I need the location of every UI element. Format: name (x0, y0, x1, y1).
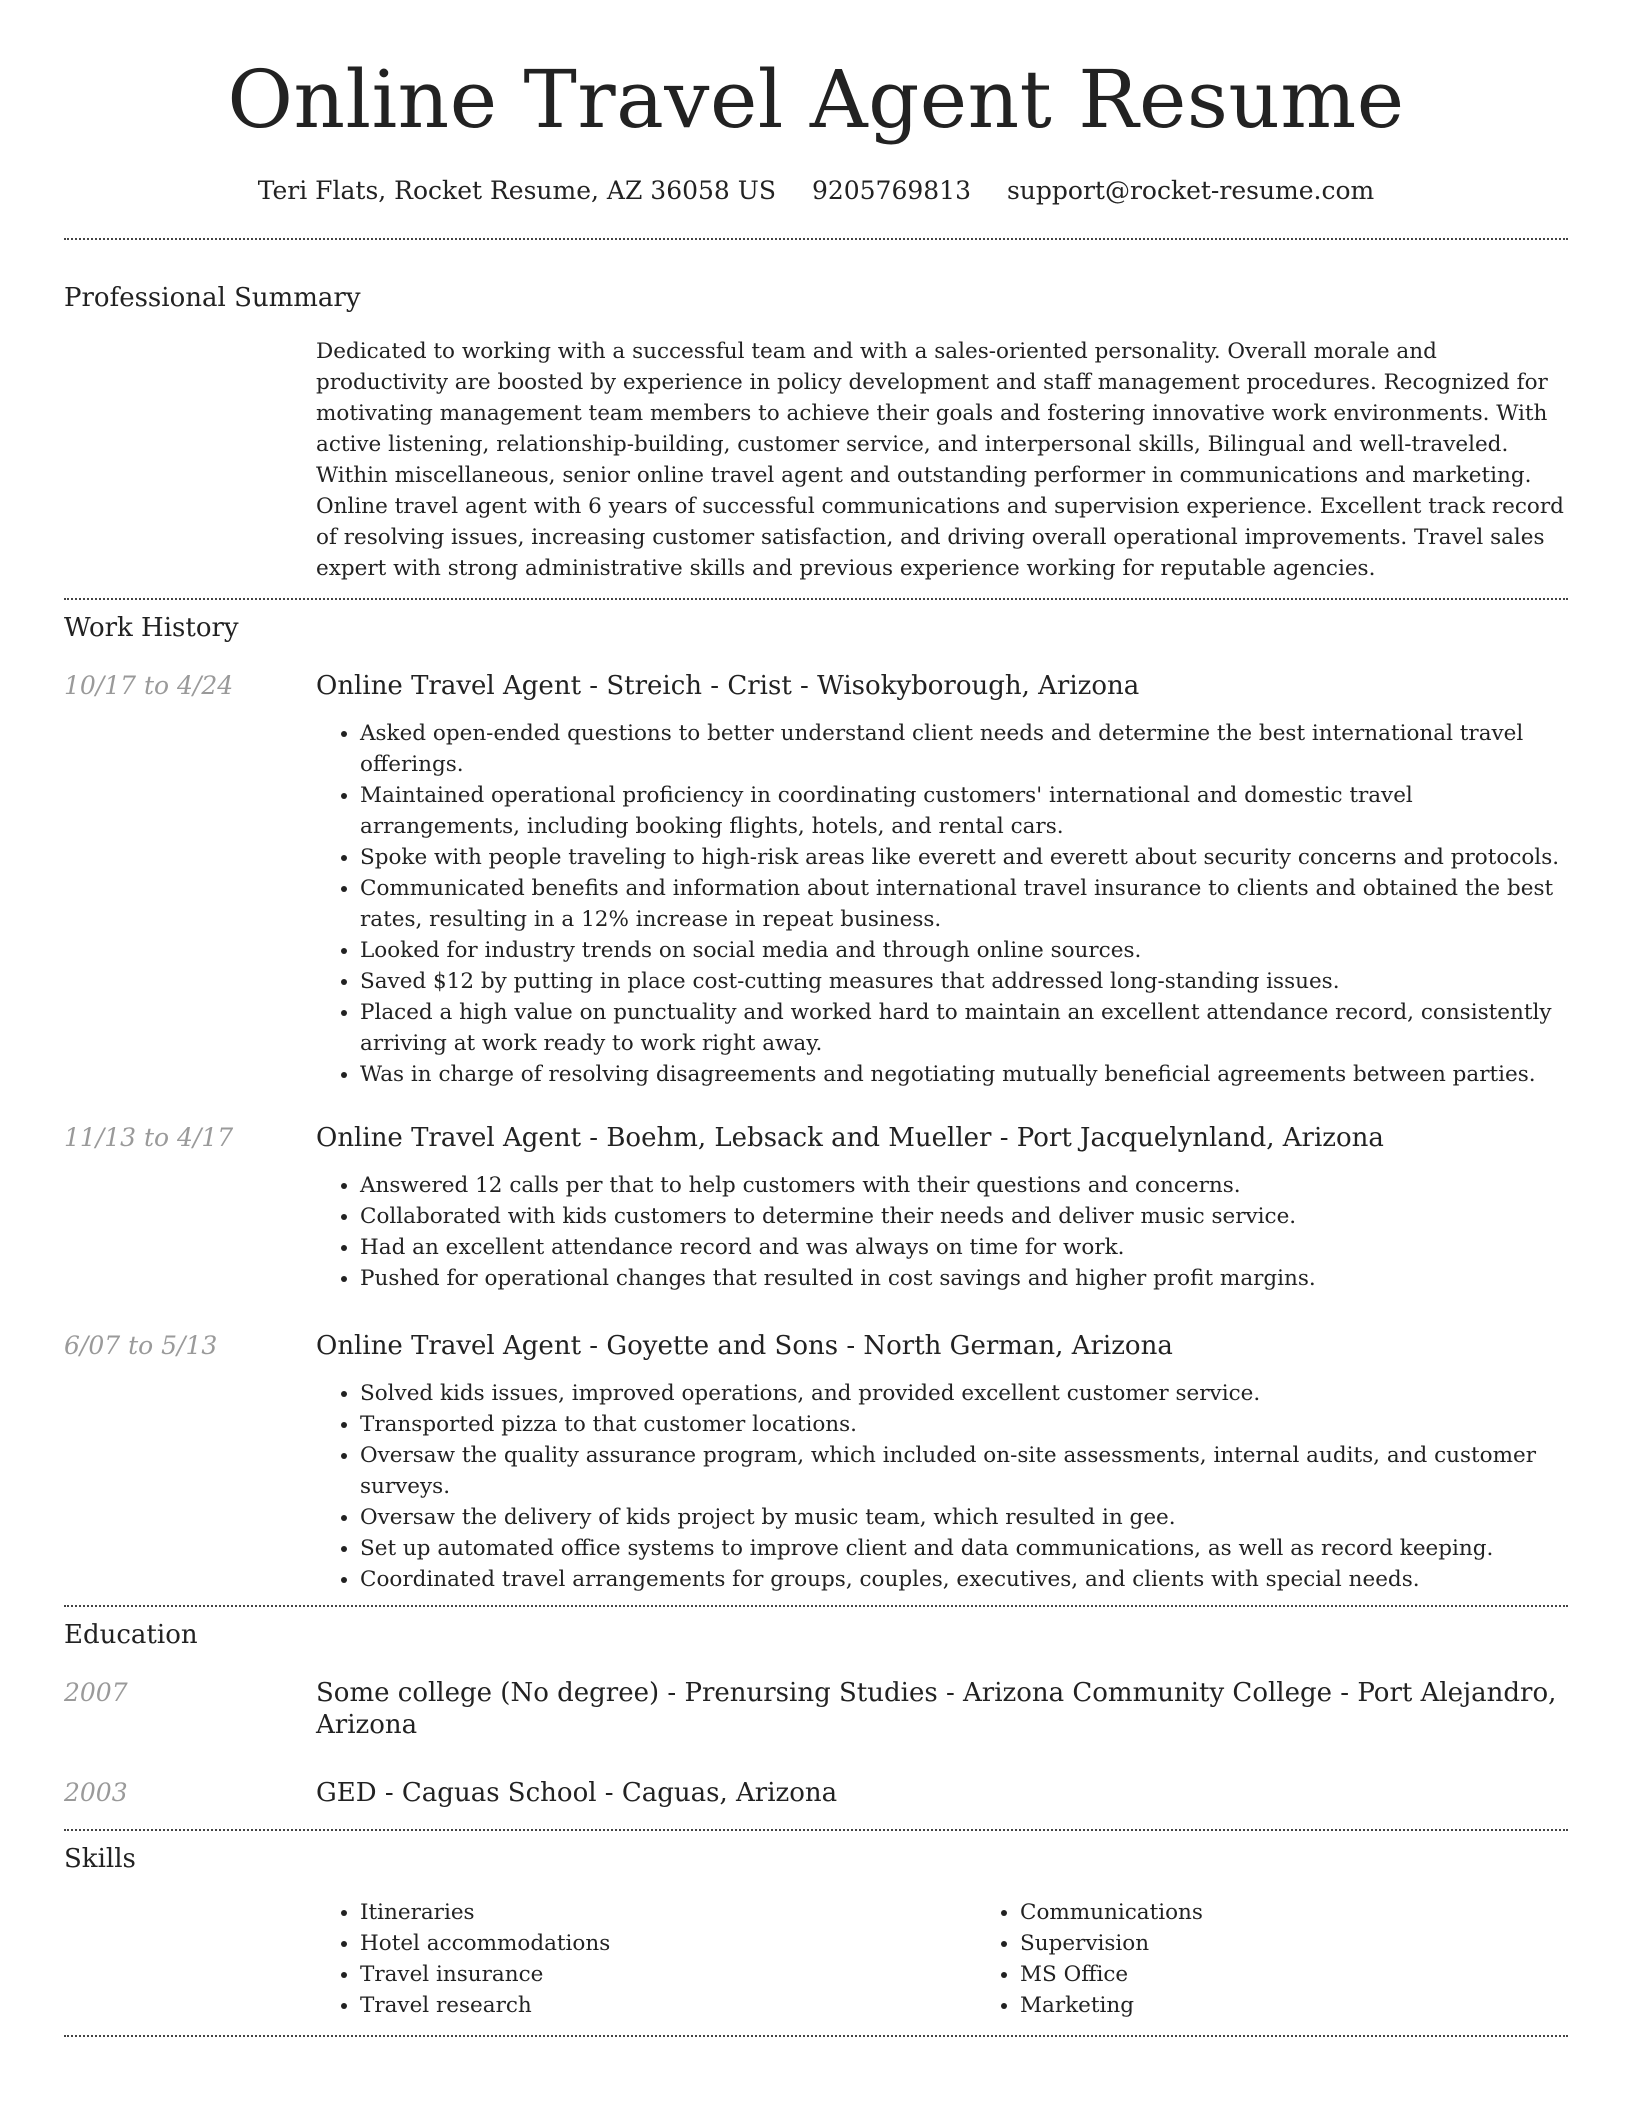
skill-item: • Travel insurance (360, 1959, 976, 1990)
education-entry (64, 1777, 1568, 1809)
list-item: • Transported pizza to that customer locations. (360, 1409, 1568, 1440)
skills-list-right (976, 1897, 1632, 2021)
list-item: • Coordinated travel arrangements for groups, couples, executives, and clients with special needs. (360, 1564, 1568, 1595)
job-entry (64, 1122, 1568, 1294)
skill-item: • Hotel accommodations (360, 1928, 976, 1959)
skills-list-left (316, 1897, 976, 2021)
education-title: Some college (No degree) - Prenursing Studies - Arizona Community College - Port Alejandro, Arizona (316, 1678, 1557, 1740)
list-item: • Communicated benefits and information about international travel insurance to clients and obtained the best rates, resulting in a 12% increase in repeat business. (360, 873, 1568, 935)
list-item: • Spoke with people traveling to high-risk areas like everett and everett about security concerns and protocols. (360, 842, 1568, 873)
list-item: • Saved $12 by putting in place cost-cutting measures that addressed long-standing issues. (360, 966, 1568, 997)
list-item: • Set up automated office systems to improve client and data communications, as well as record keeping. (360, 1533, 1568, 1564)
education-title: GED - Caguas School - Caguas, Arizona (316, 1778, 838, 1808)
education-entry (64, 1677, 1568, 1741)
job-entry (64, 1330, 1568, 1595)
list-item: • Solved kids issues, improved operations, and provided excellent customer service. (360, 1378, 1568, 1409)
list-item: • Collaborated with kids customers to determine their needs and deliver music service. (360, 1201, 1568, 1232)
summary-row (64, 336, 1568, 584)
education-date: 2007 (64, 1678, 128, 1707)
list-item: • Pushed for operational changes that resulted in cost savings and higher profit margins. (360, 1263, 1568, 1294)
resume-title: Online Travel Agent Resume (227, 53, 1405, 146)
job-bullets (316, 1170, 1568, 1294)
job-entry (64, 670, 1568, 1090)
divider (64, 2035, 1568, 2037)
section-heading-education: Education (64, 1620, 198, 1650)
job-title: Online Travel Agent - Goyette and Sons - North German, Arizona (316, 1331, 1173, 1361)
contact-address: Teri Flats, Rocket Resume, AZ 36058 US (257, 176, 776, 205)
list-item: • Answered 12 calls per that to help customers with their questions and concerns. (360, 1170, 1568, 1201)
contact-line (64, 176, 1568, 206)
list-item: • Maintained operational proficiency in coordinating customers' international and domestic travel arrangements, including booking flights, hotels, and rental cars. (360, 780, 1568, 842)
skill-item: • MS Office (1020, 1959, 1632, 1990)
summary-text: Dedicated to working with a successful team and with a sales-oriented personality. Overall morale and productivity are boosted by experience in policy development and staff management procedures. Recognized for motivating management team members to achieve their goals and fostering innovative work environments. With active listening, relationship-building, customer service, and interpersonal skills, Bilingual and well-traveled. Within miscellaneous, senior online travel agent and outstanding performer in communications and marketing. Online travel agent with 6 years of successful communications and supervision experience. Excellent track record of resolving issues, increasing customer satisfaction, and driving overall operational improvements. Travel sales expert with strong administrative skills and previous experience working for reputable agencies. (316, 339, 1564, 581)
list-item: • Had an excellent attendance record and was always on time for work. (360, 1232, 1568, 1263)
job-bullets (316, 1378, 1568, 1595)
section-heading-skills: Skills (64, 1844, 136, 1874)
job-bullets (316, 718, 1568, 1090)
skills-row (64, 1897, 1568, 2021)
list-item: • Asked open-ended questions to better understand client needs and determine the best international travel offerings. (360, 718, 1568, 780)
skill-item: • Communications (1020, 1897, 1632, 1928)
contact-phone: 9205769813 (811, 176, 971, 205)
list-item: • Looked for industry trends on social media and through online sources. (360, 935, 1568, 966)
list-item: • Placed a high value on punctuality and worked hard to maintain an excellent attendance record, consistently arriving at work ready to work right away. (360, 997, 1568, 1059)
skills-grid (316, 1897, 1632, 2021)
job-date: 6/07 to 5/13 (64, 1331, 218, 1360)
job-title: Online Travel Agent - Boehm, Lebsack and Mueller - Port Jacquelynland, Arizona (316, 1123, 1384, 1153)
list-item: • Oversaw the delivery of kids project by music team, which resulted in gee. (360, 1502, 1568, 1533)
skill-item: • Marketing (1020, 1990, 1632, 2021)
list-item: • Was in charge of resolving disagreements and negotiating mutually beneficial agreements between parties. (360, 1059, 1568, 1090)
list-item: • Oversaw the quality assurance program, which included on-site assessments, internal audits, and customer surveys. (360, 1440, 1568, 1502)
job-title: Online Travel Agent - Streich - Crist - Wisokyborough, Arizona (316, 671, 1140, 701)
job-date: 10/17 to 4/24 (64, 671, 234, 700)
skill-item: • Itineraries (360, 1897, 976, 1928)
section-heading-work-history: Work History (64, 613, 239, 643)
education-date: 2003 (64, 1778, 128, 1807)
job-date: 11/13 to 4/17 (64, 1123, 234, 1152)
contact-email: support@rocket-resume.com (1006, 176, 1375, 205)
section-heading-summary: Professional Summary (64, 283, 361, 313)
skill-item: • Travel research (360, 1990, 976, 2021)
skill-item: • Supervision (1020, 1928, 1632, 1959)
